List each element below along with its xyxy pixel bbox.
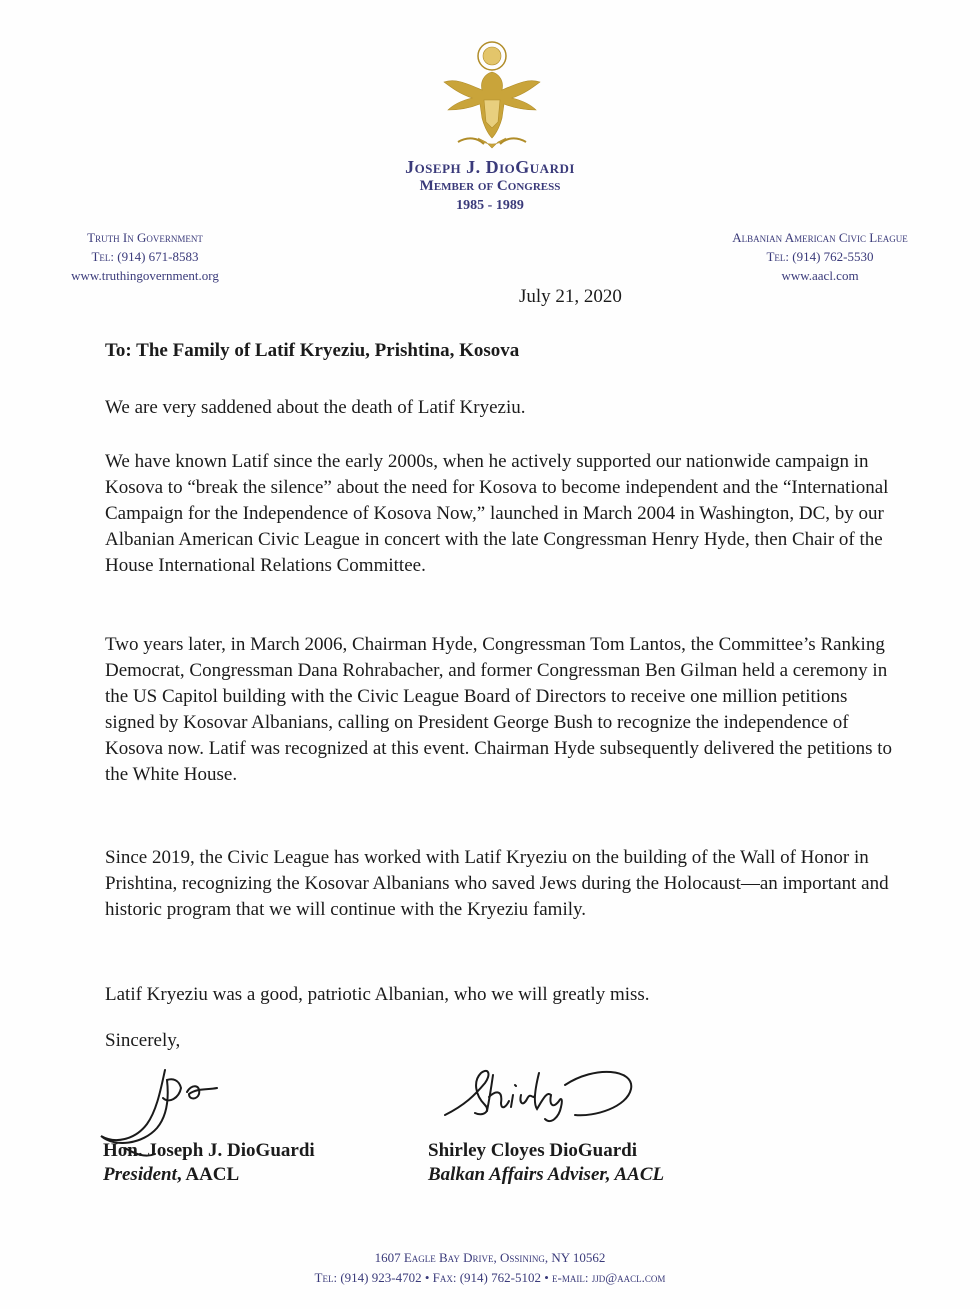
left-tel: Tel: (914) 671-8583: [91, 249, 199, 264]
right-url[interactable]: www.aacl.com: [781, 268, 859, 283]
letterhead-title: Member of Congress: [419, 178, 561, 194]
signer-2-title: [428, 1164, 664, 1186]
signer-2-name: Shirley Cloyes DioGuardi: [428, 1140, 638, 1161]
footer-contact: Tel: (914) 923-4702 • Fax: (914) 762-5102 • e-mail: jjd@aacl.com: [314, 1270, 666, 1285]
signer-2-org: , AACL: [605, 1164, 665, 1185]
letterhead-center: [290, 158, 690, 215]
signer-1-title: [103, 1164, 239, 1186]
signature-shirley: [435, 1055, 650, 1130]
paragraph-2: We have known Latif since the early 2000s, when he actively supported our nationwide campaign in Kosova to “break the silence” about the need for Kosova to become independent and the “International Campaign for the Independence of Kosova Now,” launched in March 2004 in Washington, DC, by our Albanian American Civic League in concert with the late Congressman Henry Hyde, then Chair of the House International Relations Committee.: [105, 451, 889, 576]
right-org: Albanian American Civic League: [732, 230, 908, 245]
letter-recipient: To: The Family of Latif Kryeziu, Prishtina, Kosova: [105, 340, 520, 361]
paragraph-3: Two years later, in March 2006, Chairman Hyde, Congressman Tom Lantos, the Committee’s Ranking Democrat, Congressman Dana Rohrabacher, and former Congressman Ben Gilman held a ceremony in the US Capitol building with the Civic League Board of Directors to receive one million petitions signed by Kosovar Albanians, calling on President George Bush to recognize the independence of Kosova now. Latif was recognized at this event. Chairman Hyde subsequently delivered the petitions to the White House.: [105, 634, 893, 785]
left-url[interactable]: www.truthingovernment.org: [71, 268, 219, 283]
left-org: Truth In Government: [87, 230, 203, 245]
footer-address: 1607 Eagle Bay Drive, Ossining, NY 10562: [374, 1250, 606, 1265]
signer-1-org: , AACL: [176, 1164, 240, 1185]
signer-1-name: Hon. Joseph J. DioGuardi: [103, 1140, 315, 1161]
letterhead-left: [30, 228, 260, 285]
paragraph-5: Latif Kryeziu was a good, patriotic Albanian, who we will greatly miss.: [105, 984, 650, 1005]
great-seal-eagle-icon: [438, 38, 546, 158]
signer-1-role: President: [103, 1164, 177, 1185]
paragraph-4: Since 2019, the Civic League has worked with Latif Kryeziu on the building of the Wall of Honor in Prishtina, recognizing the Kosovar Albanians who saved Jews during the Holocaust—an important and historic program that we will continue with the Kryeziu family.: [105, 847, 889, 920]
letterhead-name: Joseph J. DioGuardi: [405, 157, 575, 177]
letter-date: July 21, 2020: [519, 286, 622, 307]
paragraph-1: We are very saddened about the death of Latif Kryeziu.: [105, 397, 526, 418]
signer-2-role: Balkan Affairs Adviser: [428, 1164, 606, 1185]
letterhead-right: [690, 228, 950, 285]
letterhead-years: 1985 - 1989: [456, 198, 524, 213]
right-tel: Tel: (914) 762-5530: [766, 249, 874, 264]
closing: Sincerely,: [105, 1030, 181, 1051]
